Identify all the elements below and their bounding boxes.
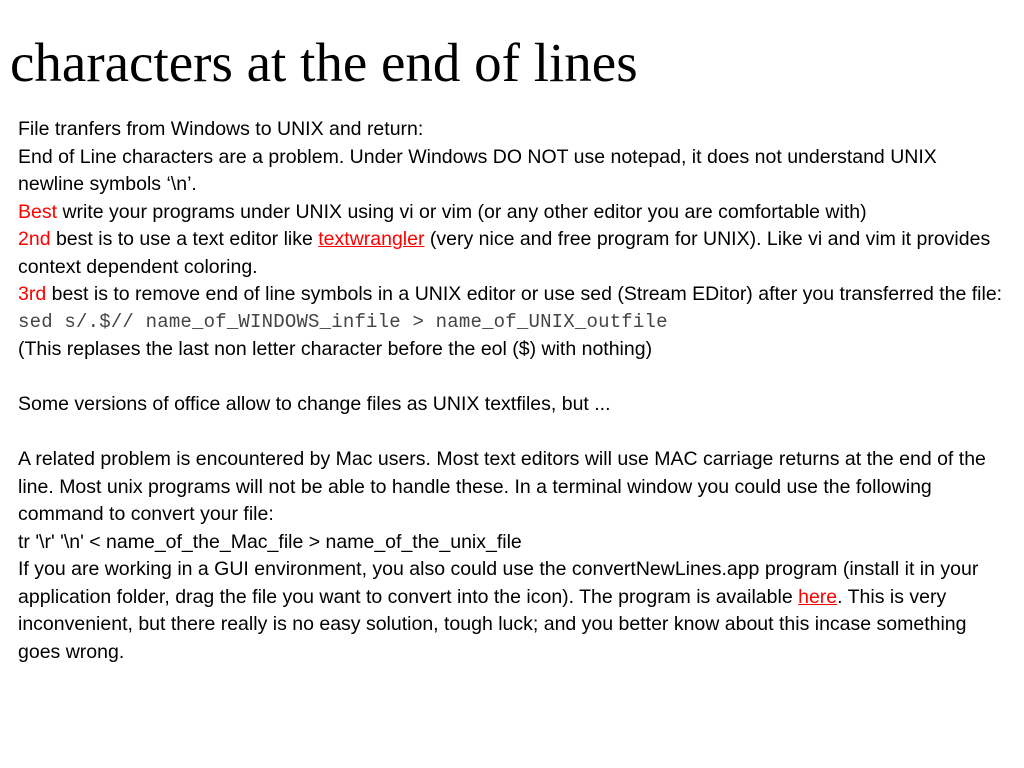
spacer	[18, 419, 1008, 447]
sed-command: sed s/.$// name_of_WINDOWS_infile > name_of_UNIX_outfile	[18, 310, 668, 333]
textwrangler-link[interactable]: textwrangler	[318, 228, 425, 250]
intro-line: File tranfers from Windows to UNIX and return:	[18, 118, 424, 140]
second-label: 2nd	[18, 228, 51, 250]
second-text-before: best is to use a text editor like	[50, 228, 319, 250]
slide-title: characters at the end of lines	[10, 32, 638, 93]
best-text: write your programs under UNIX using vi or vim (or any other editor you are comfortable with)	[57, 200, 867, 223]
sed-note: (This replases the last non letter character before the eol ($) with nothing)	[18, 338, 653, 360]
tr-command: tr '\r' '\n' < name_of_the_Mac_file > name_of_the_unix_file	[18, 530, 522, 553]
third-text: best is to remove end of line symbols in a UNIX editor or use sed (Stream EDitor) after you transferred the file:	[46, 283, 1003, 305]
second-option	[18, 226, 1008, 281]
eol-problem-text: End of Line characters are a problem. Under Windows DO NOT use notepad, it does not understand UNIX newline symbols ‘\n’.	[18, 145, 937, 195]
second-text-after: (very nice and free program for UNIX). Like vi and vim it provides context dependent coloring.	[18, 228, 991, 278]
gui-text-before: If you are working in a GUI environment, you also could use the convertNewLines.app program (install it in your application folder, drag the file you want to convert into the icon). The program is available	[18, 558, 979, 608]
third-label: 3rd	[18, 283, 47, 305]
best-label: Best	[18, 200, 58, 223]
gui-text-after: . This is very inconvenient, but there really is no easy solution, tough luck; and you better know about this incase something goes wrong.	[18, 585, 967, 663]
best-option	[18, 199, 1008, 227]
office-note: Some versions of office allow to change files as UNIX textfiles, but ...	[18, 393, 611, 415]
here-link[interactable]: here	[798, 585, 838, 608]
gui-option	[18, 556, 1008, 666]
slide-body	[18, 116, 1008, 666]
third-option	[18, 281, 1008, 309]
mac-problem-text: A related problem is encountered by Mac users. Most text editors will use MAC carriage returns at the end of the line. Most unix programs will not be able to handle these. In a terminal window you could use the following command to convert your file:	[18, 448, 986, 525]
spacer	[18, 364, 1008, 392]
